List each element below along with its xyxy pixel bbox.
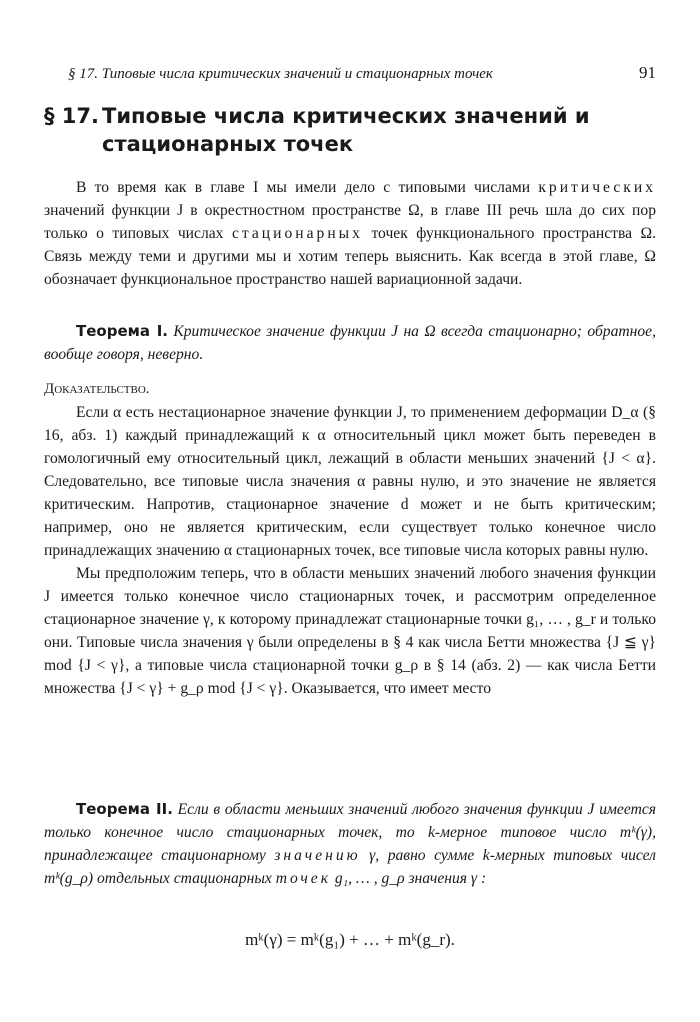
theorem-2-label: Теорема II. (76, 800, 173, 818)
running-title: § 17. Типовые числа критических значений и стационарных точек (68, 66, 493, 82)
theorem-1-label: Теорема I. (76, 322, 168, 340)
theorem-2 (44, 798, 656, 890)
theorem-2-text-a: Если в области меньших значений любого значения функции J имеется только конечное число стационарных точек, то k-мерное типовое число mᵏ(γ), принадлежащее стационарному (44, 801, 657, 864)
proof-paragraph-1: Если α есть нестационарное значение функции J, то применением деформации D_α (§ 16, абз. 1) каждый принадлежащий к α относительный цикл может быть переведен в гомологичный ему относительный цикл, лежащий в области меньших значений {J < α}. Следовательно, все типовые числа значения α равны нулю, и это значение не является критическим. Напротив, стационарное значение d может и не быть критическим; например, оно не является критическим, если существует только конечное число принадлежащих значению α стационарных точек, все типовые числа которых равны нулю. (44, 404, 656, 559)
theorem-2-text-c: γ, равно сумме k-мерных типовых чисел mᵏ(g_ρ) отдельных стационарных (44, 847, 656, 887)
section-title-line2: стационарных точек (102, 132, 354, 156)
theorem-1 (44, 320, 656, 366)
intro-paragraph (44, 176, 656, 291)
intro-text-a: В то время как в главе I мы имели дело с типовыми числами (76, 179, 539, 196)
theorem-2-text-e: g₁, … , g_ρ значения γ : (331, 870, 487, 887)
proof-block (44, 378, 656, 700)
section-title-line1: Типовые числа критических значений и (102, 104, 590, 128)
theorem-1-text: Критическое значение функции J на Ω всегда стационарно; обратное, вообще говоря, неверно. (44, 323, 656, 363)
intro-spaced-stationary: стационарных (231, 225, 363, 242)
intro-spaced-critical: критических (538, 179, 656, 196)
theorem-2-spaced-points: точек (275, 870, 332, 887)
running-head (68, 63, 656, 83)
proof-label: Доказательство. (44, 381, 150, 397)
theorem-2-spaced-value: значению (274, 847, 361, 864)
proof-paragraph-2: Мы предположим теперь, что в области меньших значений любого значения функции J имеется только конечное число стационарных точек, и рассмотрим определенное стационарное значение γ, к которому принадлежат стационарные точки g₁, … , g_r и только они. Типовые числа значения γ были определены в § 4 как числа Бетти множества {J ≦ γ} mod {J < γ}, а типовые числа стационарной точки g_ρ в § 14 (абз. 2) — как числа Бетти множества {J < γ} + g_ρ mod {J < γ}. Оказывается, что имеет место (44, 565, 656, 697)
intro-text-e: точек функционального пространства Ω. Связь между теми и другими мы и хотим теперь выяснить. Как всегда в этой главе, Ω обозначает функциональное пространство нашей вариационной задачи. (44, 225, 656, 288)
page-number: 91 (639, 63, 656, 82)
section-title (44, 102, 644, 158)
intro-text-c: значений функции J в окрестностном пространстве Ω, в главе III речь шла до сих пор только о типовых числах (44, 202, 656, 242)
section-number: § 17. (44, 104, 100, 128)
formula: mᵏ(γ) = mᵏ(g₁) + … + mᵏ(g_r). (245, 930, 455, 949)
